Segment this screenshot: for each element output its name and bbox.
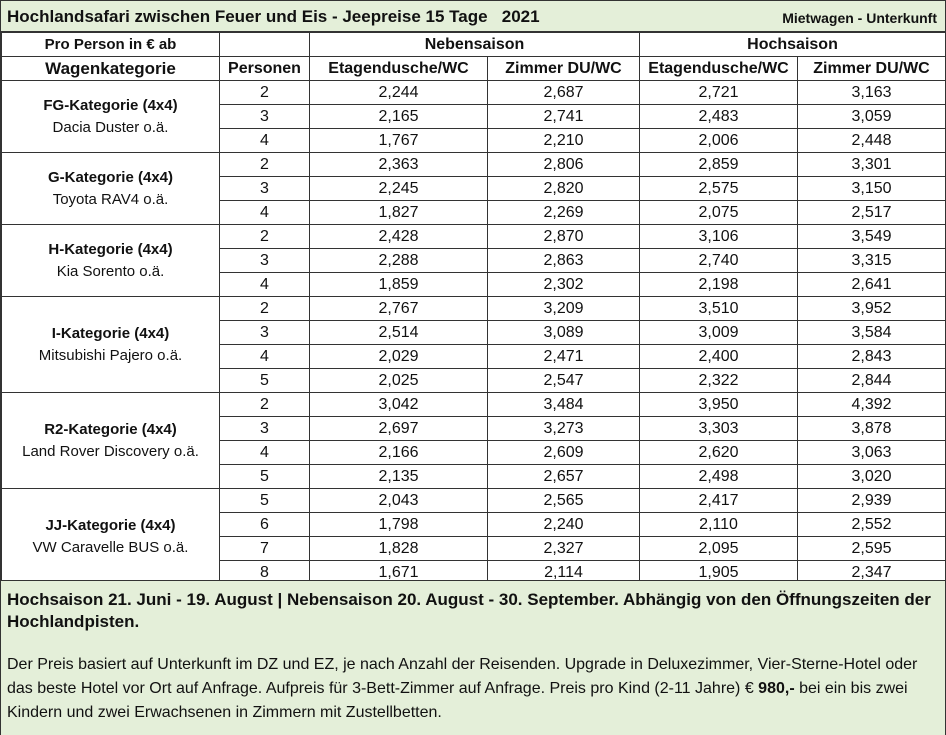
- price-cell-nebensaison-etagendusche: 2,244: [310, 81, 488, 105]
- season-dates-note: Hochsaison 21. Juni - 19. August | Nebensaison 20. August - 30. September. Abhängig von den Öffnungszeiten der Hochlandpisten.: [7, 590, 931, 631]
- price-cell-nebensaison-etagendusche: 1,798: [310, 513, 488, 537]
- price-cell-hochsaison-zimmer: 2,448: [798, 129, 946, 153]
- price-cell-nebensaison-zimmer: 2,741: [488, 105, 640, 129]
- persons-cell: 2: [220, 393, 310, 417]
- vehicle-category-cell: [2, 153, 220, 225]
- vehicle-model: Toyota RAV4 o.ä.: [52, 190, 169, 208]
- page-subtitle: Mietwagen - Unterkunft: [782, 10, 937, 26]
- price-cell-nebensaison-zimmer: 2,114: [488, 561, 640, 585]
- price-cell-nebensaison-etagendusche: 1,827: [310, 201, 488, 225]
- price-cell-hochsaison-etagendusche: 2,095: [640, 537, 798, 561]
- price-cell-nebensaison-zimmer: 2,609: [488, 441, 640, 465]
- per-person-label: Pro Person in € ab: [2, 33, 220, 57]
- season-header-nebensaison: Nebensaison: [310, 33, 640, 57]
- persons-cell: 8: [220, 561, 310, 585]
- vehicle-model: VW Caravelle BUS o.ä.: [32, 538, 189, 556]
- vehicle-category-cell: [2, 489, 220, 585]
- persons-cell: 3: [220, 105, 310, 129]
- header-row-seasons: [2, 33, 946, 57]
- price-cell-hochsaison-etagendusche: 1,905: [640, 561, 798, 585]
- price-cell-nebensaison-etagendusche: 2,166: [310, 441, 488, 465]
- price-cell-nebensaison-etagendusche: 1,671: [310, 561, 488, 585]
- price-cell-nebensaison-zimmer: 3,209: [488, 297, 640, 321]
- price-cell-nebensaison-zimmer: 2,302: [488, 273, 640, 297]
- vehicle-model: Dacia Duster o.ä.: [52, 118, 169, 136]
- table-row: [2, 153, 946, 177]
- price-cell-hochsaison-zimmer: 2,844: [798, 369, 946, 393]
- price-cell-hochsaison-etagendusche: 2,400: [640, 345, 798, 369]
- price-conditions-text: Der Preis basiert auf Unterkunft im DZ und EZ, je nach Anzahl der Reisenden. Upgrade in Deluxezimmer, Vier-Sterne-Hotel oder das beste Hotel vor Ort auf Anfrage. Aufpreis für 3-Bett-Zimmer auf Anfrage. Preis pro Kind (2-11 Jahre) €: [7, 656, 918, 697]
- persons-cell: 4: [220, 345, 310, 369]
- price-cell-nebensaison-zimmer: 2,547: [488, 369, 640, 393]
- price-cell-hochsaison-zimmer: 3,584: [798, 321, 946, 345]
- price-cell-hochsaison-zimmer: 2,939: [798, 489, 946, 513]
- vehicle-category-name: H-Kategorie (4x4): [48, 240, 173, 258]
- price-cell-hochsaison-zimmer: 3,063: [798, 441, 946, 465]
- persons-cell: 2: [220, 153, 310, 177]
- price-cell-hochsaison-etagendusche: 3,106: [640, 225, 798, 249]
- vehicle-category-cell: [2, 297, 220, 393]
- persons-header: Personen: [220, 57, 310, 81]
- persons-cell: 4: [220, 441, 310, 465]
- vehicle-category-name: I-Kategorie (4x4): [51, 324, 170, 342]
- notes-panel: [1, 580, 945, 735]
- price-cell-hochsaison-etagendusche: 2,322: [640, 369, 798, 393]
- persons-cell: 5: [220, 465, 310, 489]
- column-header-hochsaison-zimmer: Zimmer DU/WC: [798, 57, 946, 81]
- price-cell-hochsaison-zimmer: 3,301: [798, 153, 946, 177]
- price-cell-nebensaison-zimmer: 2,269: [488, 201, 640, 225]
- price-table-body: [2, 81, 946, 585]
- vehicle-category-name: FG-Kategorie (4x4): [43, 96, 178, 114]
- persons-cell: 5: [220, 489, 310, 513]
- price-cell-nebensaison-etagendusche: 1,828: [310, 537, 488, 561]
- vehicle-model: Land Rover Discovery o.ä.: [22, 442, 199, 460]
- vehicle-category-header: Wagenkategorie: [2, 57, 220, 81]
- price-cell-nebensaison-zimmer: 3,273: [488, 417, 640, 441]
- price-cell-hochsaison-zimmer: 2,641: [798, 273, 946, 297]
- persons-cell: 4: [220, 273, 310, 297]
- persons-cell: 5: [220, 369, 310, 393]
- price-cell-nebensaison-zimmer: 2,863: [488, 249, 640, 273]
- price-cell-hochsaison-etagendusche: 3,950: [640, 393, 798, 417]
- price-cell-nebensaison-zimmer: 2,327: [488, 537, 640, 561]
- price-cell-hochsaison-zimmer: 3,020: [798, 465, 946, 489]
- table-row: [2, 81, 946, 105]
- price-cell-hochsaison-etagendusche: 2,417: [640, 489, 798, 513]
- price-cell-nebensaison-etagendusche: 2,514: [310, 321, 488, 345]
- price-cell-nebensaison-zimmer: 2,471: [488, 345, 640, 369]
- price-conditions-note: [7, 653, 941, 725]
- persons-cell: 6: [220, 513, 310, 537]
- price-cell-nebensaison-zimmer: 3,484: [488, 393, 640, 417]
- price-cell-hochsaison-etagendusche: 2,740: [640, 249, 798, 273]
- price-cell-hochsaison-zimmer: 3,315: [798, 249, 946, 273]
- price-cell-hochsaison-etagendusche: 2,198: [640, 273, 798, 297]
- price-cell-nebensaison-zimmer: 3,089: [488, 321, 640, 345]
- persons-cell: 3: [220, 177, 310, 201]
- price-cell-hochsaison-etagendusche: 2,859: [640, 153, 798, 177]
- price-cell-nebensaison-etagendusche: 2,135: [310, 465, 488, 489]
- persons-cell: 2: [220, 297, 310, 321]
- vehicle-category-cell: [2, 393, 220, 489]
- price-cell-hochsaison-etagendusche: 2,575: [640, 177, 798, 201]
- vehicle-model: Mitsubishi Pajero o.ä.: [38, 346, 183, 364]
- price-cell-nebensaison-etagendusche: 3,042: [310, 393, 488, 417]
- season-header-hochsaison: Hochsaison: [640, 33, 946, 57]
- header-spacer: [220, 33, 310, 57]
- price-cell-nebensaison-etagendusche: 2,165: [310, 105, 488, 129]
- persons-cell: 4: [220, 129, 310, 153]
- price-cell-nebensaison-etagendusche: 1,767: [310, 129, 488, 153]
- price-cell-nebensaison-zimmer: 2,565: [488, 489, 640, 513]
- persons-cell: 4: [220, 201, 310, 225]
- price-cell-nebensaison-etagendusche: 2,029: [310, 345, 488, 369]
- column-header-hochsaison-etagendusche: Etagendusche/WC: [640, 57, 798, 81]
- table-row: [2, 489, 946, 513]
- persons-cell: 3: [220, 321, 310, 345]
- price-cell-hochsaison-etagendusche: 2,483: [640, 105, 798, 129]
- price-cell-nebensaison-etagendusche: 2,767: [310, 297, 488, 321]
- price-cell-hochsaison-zimmer: 3,150: [798, 177, 946, 201]
- column-header-nebensaison-etagendusche: Etagendusche/WC: [310, 57, 488, 81]
- vehicle-category-cell: [2, 81, 220, 153]
- table-row: [2, 225, 946, 249]
- price-cell-hochsaison-zimmer: 2,347: [798, 561, 946, 585]
- vehicle-category-name: R2-Kategorie (4x4): [44, 420, 177, 438]
- price-cell-hochsaison-etagendusche: 3,303: [640, 417, 798, 441]
- price-cell-hochsaison-zimmer: 2,552: [798, 513, 946, 537]
- vehicle-model: Kia Sorento o.ä.: [56, 262, 165, 280]
- price-cell-nebensaison-etagendusche: 2,245: [310, 177, 488, 201]
- persons-cell: 2: [220, 225, 310, 249]
- price-cell-nebensaison-zimmer: 2,806: [488, 153, 640, 177]
- vehicle-category-cell: [2, 225, 220, 297]
- price-cell-nebensaison-zimmer: 2,687: [488, 81, 640, 105]
- price-cell-nebensaison-zimmer: 2,870: [488, 225, 640, 249]
- table-row: [2, 393, 946, 417]
- price-table: [1, 32, 946, 585]
- price-cell-hochsaison-etagendusche: 2,721: [640, 81, 798, 105]
- price-cell-nebensaison-etagendusche: 2,043: [310, 489, 488, 513]
- price-cell-nebensaison-etagendusche: 2,288: [310, 249, 488, 273]
- child-price: 980,-: [758, 680, 795, 697]
- price-cell-hochsaison-etagendusche: 2,006: [640, 129, 798, 153]
- header-row-columns: [2, 57, 946, 81]
- price-cell-nebensaison-etagendusche: 2,363: [310, 153, 488, 177]
- price-cell-nebensaison-zimmer: 2,240: [488, 513, 640, 537]
- price-cell-hochsaison-etagendusche: 2,075: [640, 201, 798, 225]
- persons-cell: 3: [220, 249, 310, 273]
- price-cell-hochsaison-etagendusche: 2,498: [640, 465, 798, 489]
- price-cell-hochsaison-zimmer: 3,163: [798, 81, 946, 105]
- persons-cell: 7: [220, 537, 310, 561]
- persons-cell: 3: [220, 417, 310, 441]
- price-cell-nebensaison-zimmer: 2,657: [488, 465, 640, 489]
- price-cell-hochsaison-zimmer: 3,878: [798, 417, 946, 441]
- price-cell-nebensaison-etagendusche: 1,859: [310, 273, 488, 297]
- price-cell-hochsaison-zimmer: 4,392: [798, 393, 946, 417]
- price-cell-hochsaison-zimmer: 2,843: [798, 345, 946, 369]
- price-cell-hochsaison-etagendusche: 3,009: [640, 321, 798, 345]
- price-cell-hochsaison-zimmer: 3,549: [798, 225, 946, 249]
- title-bar: [1, 1, 945, 32]
- price-cell-nebensaison-zimmer: 2,210: [488, 129, 640, 153]
- price-cell-hochsaison-etagendusche: 2,620: [640, 441, 798, 465]
- vehicle-category-name: JJ-Kategorie (4x4): [45, 516, 176, 534]
- price-cell-hochsaison-etagendusche: 3,510: [640, 297, 798, 321]
- price-cell-hochsaison-zimmer: 2,595: [798, 537, 946, 561]
- vehicle-category-name: G-Kategorie (4x4): [47, 168, 174, 186]
- price-cell-nebensaison-etagendusche: 2,697: [310, 417, 488, 441]
- column-header-nebensaison-zimmer: Zimmer DU/WC: [488, 57, 640, 81]
- price-cell-nebensaison-etagendusche: 2,428: [310, 225, 488, 249]
- page-title: Hochlandsafari zwischen Feuer und Eis - Jeepreise 15 Tage 2021: [7, 7, 540, 26]
- table-row: [2, 297, 946, 321]
- price-cell-nebensaison-etagendusche: 2,025: [310, 369, 488, 393]
- price-cell-hochsaison-etagendusche: 2,110: [640, 513, 798, 537]
- price-cell-nebensaison-zimmer: 2,820: [488, 177, 640, 201]
- price-cell-hochsaison-zimmer: 2,517: [798, 201, 946, 225]
- persons-cell: 2: [220, 81, 310, 105]
- price-cell-hochsaison-zimmer: 3,059: [798, 105, 946, 129]
- price-cell-hochsaison-zimmer: 3,952: [798, 297, 946, 321]
- price-conditions-text-end: bei ein bis zwei Kindern und zwei Erwachsenen in Zimmern mit Zustellbetten.: [7, 680, 908, 721]
